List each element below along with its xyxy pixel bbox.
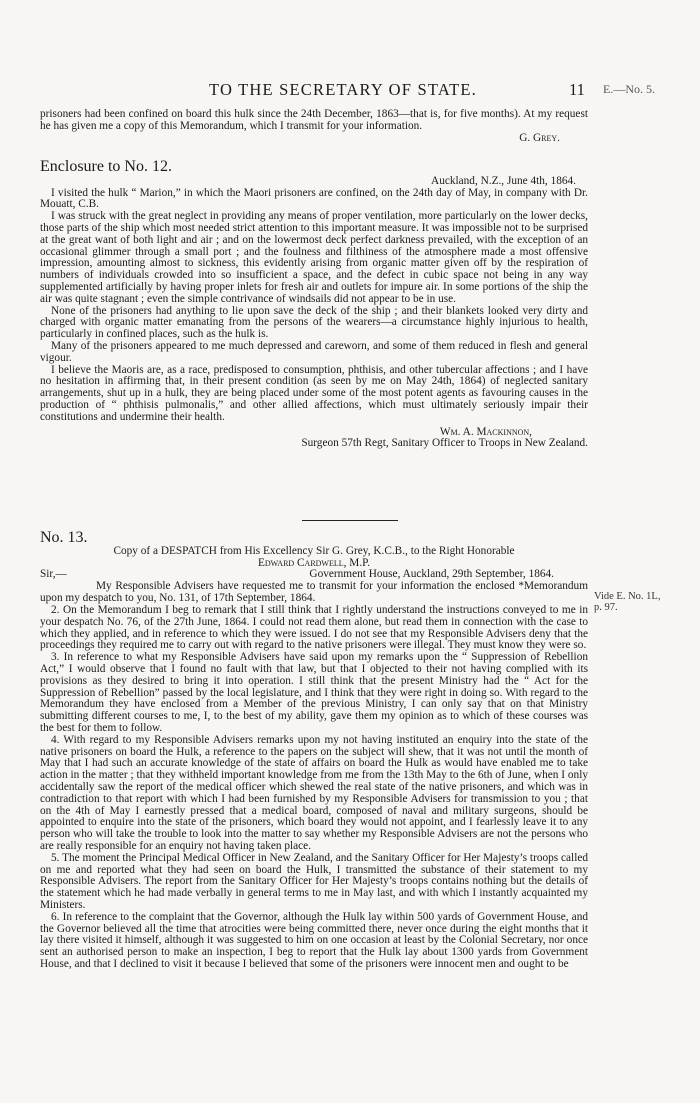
enclosure-section xyxy=(40,158,588,450)
despatch-address: Government House, Auckland, 29th September, 1864. xyxy=(309,568,554,581)
divider-rule xyxy=(302,520,398,521)
despatch-paragraph: 4. With regard to my Responsible Advisers remarks upon my not having instituted an enquiry into the state of the native prisoners on board the Hulk, a reference to the papers on the subject will shew, that it was not until the month of May that I had such an accurate knowledge of the state of affairs on board the Hulk as would have enabled me to take action in the matter ; that they withheld important knowledge from me from the 13th May to the 6th of June, when I only accidentally saw the report of the medical officer which shewed the real state of the native prisoners, and which was in contradiction to that report with which I had been furnished by my Responsible Advisers for transmission to you ; that on the 4th of May I earnestly pressed that a medical board, composed of naval and military surgeons, should be appointed to enquire into the state of the prisoners, which board they would not appoint, and I fearlessly leave it to any person who will take the trouble to look into the matter to say whether my Responsible Advisers are not the persons who are really responsible for an enquiry not having taken place. xyxy=(40,733,588,852)
salutation: Sir,— xyxy=(40,568,67,581)
despatch-recipient: Edward Cardwell, M.P. xyxy=(257,556,371,569)
despatch-section xyxy=(40,529,588,971)
despatch-intro: Copy of a DESPATCH from His Excellency Sir G. Grey, K.C.B., to the Right Honorable xyxy=(113,544,515,557)
despatch-paragraph: 3. In reference to what my Responsible Advisers have said upon my remarks upon the “ Suppression of Rebellion Act,” I would observe that I found no fault with that law, but that I objected to their not having complied with its provisions as they desired to bring it into operation. I still think that the present Ministry had the “ Act for the Suppression of Rebellion” passed by the local legislature, and I think that they were right in doing so. With regard to the Memorandum they have enclosed from a Member of the previous Ministry, I can only say that on that Ministry submitting different courses to me, I, to the best of my ability, gave them my opinion as to which of these courses was the best for them to follow. xyxy=(40,651,588,734)
enclosure-paragraph: I was struck with the great neglect in providing any means of proper ventilation, more particularly on the lower decks, those parts of the ship which most needed strict attention to this important measure. It was impossible not to be surprised at the great want of both light and air ; and on the lowermost deck perfect darkness prevailed, with the exception of an occasional glimmer through a small port ; and the foulness and filthiness of the atmosphere made a most offensive impression, amounting almost to sickness, this evidently arising from organic matter given off by the respiration of numbers of individuals crowded into so insufficient a space, and the defect in cubic space not being in any way supplemented artificially by having proper inlets for fresh air and outlets for impure air. In some portions of the ship the air was quite stagnant ; even the simple contrivance of windsails did not appear to be in use. xyxy=(40,210,588,305)
despatch-paragraph: 6. In reference to the complaint that the Governor, although the Hulk lay within 500 yards of Government House, and the Governor believed all the time that atrocities were being committed there, never once during the eight months that it lay there visited it himself, although it was suggested to him on one occasion at least by the Colonial Secretary, nor once sent an authorised person to make an inspection, I beg to report that the Hulk lay about 1300 yards from Government House, and that I declined to visit it because I believed that some of the prisoners were innocent men and ought to be xyxy=(40,910,588,970)
despatch-paragraph: 5. The moment the Principal Medical Officer in New Zealand, and the Sanitary Officer for Her Majesty’s troops called on me and reported what they had seen on board the Hulk, I transmitted the substance of their statement to my Responsible Advisers. The report from the Sanitary Officer for Her Majesty’s troops contains nothing but the details of the statement which he had made verbally in general terms to me in May last, and with which I instantly acquainted my Ministers. xyxy=(40,851,588,911)
running-header xyxy=(0,80,700,100)
header-title: TO THE SECRETARY OF STATE. xyxy=(209,80,477,99)
enclosure-signer-title: Surgeon 57th Regt, Sanitary Officer to Troops in New Zealand. xyxy=(301,437,588,450)
enclosure-paragraph: I believe the Maoris are, as a race, predisposed to consumption, phthisis, and other tubercular affections ; and I have no hesitation in affirming that, in their present condition (as seen by me on May 24th, 1864) of neglected sanitary arrangements, shut up in a hulk, they are being placed under some of the most potent agents as favouring causes in the production of “ phthisis pulmonalis,” and other allied affections, which must ultimately seriously impair their constitutions and undermine their health. xyxy=(40,363,588,423)
top-signature: G. Grey. xyxy=(519,131,560,144)
salutation-line xyxy=(40,569,588,581)
enclosure-paragraph: I visited the hulk “ Marion,” in which the Maori prisoners are confined, on the 24th day of May, in company with Dr. Mouatt, C.B. xyxy=(40,186,588,211)
section-divider xyxy=(0,520,700,521)
enclosure-signer: Wm. A. Mackinnon, xyxy=(439,425,532,438)
enclosure-place-date: Auckland, N.Z., June 4th, 1864. xyxy=(431,174,576,187)
enclosure-paragraph: None of the prisoners had anything to lie upon save the deck of the ship ; and their blankets looked very dirty and charged with organic matter emanating from the persons of the wearers—a circumstance highly injurious to health, particularly in confined places, such as the hulk is. xyxy=(40,304,588,341)
despatch-title: No. 13. xyxy=(40,529,88,546)
continuation-paragraph: prisoners had been confined on board this hulk since the 24th December, 1863—that is, for five months). At my request he has given me a copy of this Memorandum, which I transmit for your information. xyxy=(40,108,588,132)
despatch-paragraph: 2. On the Memorandum I beg to remark that I still think that I rightly understand the instructions conveyed to me in your despatch No. 76, of the 27th June, 1864. I could not read them alone, but read them in connection with the case to which they applied, and in reference to which they were issued. I do not see that my Responsible Advisers deny that the proceedings they required me to carry out with regard to the native prisoners were illegal. They must know they were so. xyxy=(40,603,588,652)
enclosure-title: Enclosure to No. 12. xyxy=(40,158,172,175)
top-section xyxy=(40,109,588,144)
margin-note: Vide E. No. 1L, xyxy=(594,591,661,602)
enclosure-paragraph: Many of the prisoners appeared to me much depressed and careworn, and some of them reduced in flesh and general vigour. xyxy=(40,339,588,364)
page-number: 11 xyxy=(569,80,585,99)
despatch-paragraph: My Responsible Advisers have requested me to transmit for your information the enclosed *Memorandum upon my despatch to you, No. 131, of 17th September, 1864. xyxy=(40,580,588,605)
document-reference: E.—No. 5. xyxy=(603,82,655,96)
margin-note-page: p. 97. xyxy=(594,602,618,613)
